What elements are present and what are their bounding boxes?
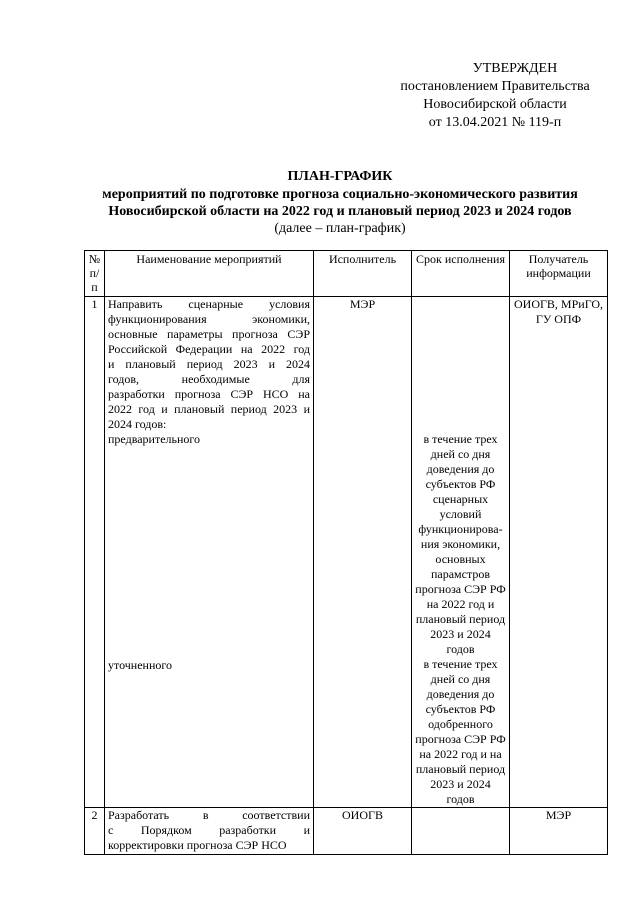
row-activity-name <box>105 297 314 808</box>
term-refined: в течение трех дней со дня доведения до субъектов РФ одобренного прогноза СЭР РФ на 2022 год и на плановый период 2023 и 2024 годов <box>415 657 506 806</box>
header-num: № п/п <box>85 251 105 297</box>
row-number: 2 <box>85 808 105 855</box>
row-number: 1 <box>85 297 105 808</box>
header-executor: Исполнитель <box>314 251 412 297</box>
activity-line: 2024 годов: <box>108 417 167 431</box>
activity-line: годов, необходимые для <box>108 372 310 386</box>
approval-title: УТВЕРЖДЕН <box>472 61 558 76</box>
row-term <box>412 808 510 855</box>
activity-line: корректировки прогноза СЭР НСО <box>108 838 287 852</box>
header-term: Срок исполнения <box>412 251 510 297</box>
approval-resolution: постановлением Правительства <box>400 79 590 94</box>
activity-line: и плановый период 2023 и 2024 <box>108 357 310 371</box>
document-heading: ПЛАН-ГРАФИК <box>287 169 393 184</box>
document-title-block <box>60 168 620 237</box>
approval-region: Новосибирской области <box>423 97 567 112</box>
row-recipient: ОИОГВ, МРиГО, ГУ ОПФ <box>510 297 608 808</box>
activity-line: Направить сценарные условия <box>108 297 310 311</box>
row-executor: ОИОГВ <box>314 808 412 855</box>
table-header-row <box>85 251 608 297</box>
activity-line: функционирования экономики, <box>108 312 310 326</box>
row-executor: МЭР <box>314 297 412 808</box>
header-recipient: Получатель информации <box>510 251 608 297</box>
document-subtitle-line1: мероприятий по подготовке прогноза социально-экономического развития <box>102 187 578 202</box>
activity-sub-preliminary: предварительного <box>108 432 201 446</box>
activity-line: 2022 год и плановый период 2023 и <box>108 402 310 416</box>
row-recipient: МЭР <box>510 808 608 855</box>
term-preliminary: в течение трех дней со дня доведения до субъектов РФ сценарных условий функционирова-ния экономики, основных парамстров прогноза СЭР РФ на 2022 год и плановый период 2023 и 2024 годов <box>415 432 506 656</box>
activity-line: Разработать в соответствии <box>108 808 310 822</box>
row-term <box>412 297 510 808</box>
activity-line: с Порядком разработки и <box>108 823 310 837</box>
activity-line: основные параметры прогноза СЭР <box>108 327 310 341</box>
activity-line: Российской Федерации на 2022 год <box>108 342 310 356</box>
document-note: (далее – план-график) <box>274 221 406 236</box>
approval-date-number: от 13.04.2021 № 119-п <box>428 115 562 130</box>
approval-stamp <box>385 60 605 132</box>
activity-sub-refined: уточненного <box>108 658 173 672</box>
table-row <box>85 808 608 855</box>
document-subtitle-line2: Новосибирской области на 2022 год и плановый период 2023 и 2024 годов <box>108 204 572 219</box>
row-activity-name <box>105 808 314 855</box>
plan-table <box>84 250 608 855</box>
table-row <box>85 297 608 808</box>
activity-line: разработки прогноза СЭР НСО на <box>108 387 310 401</box>
header-name: Наименование мероприятий <box>105 251 314 297</box>
